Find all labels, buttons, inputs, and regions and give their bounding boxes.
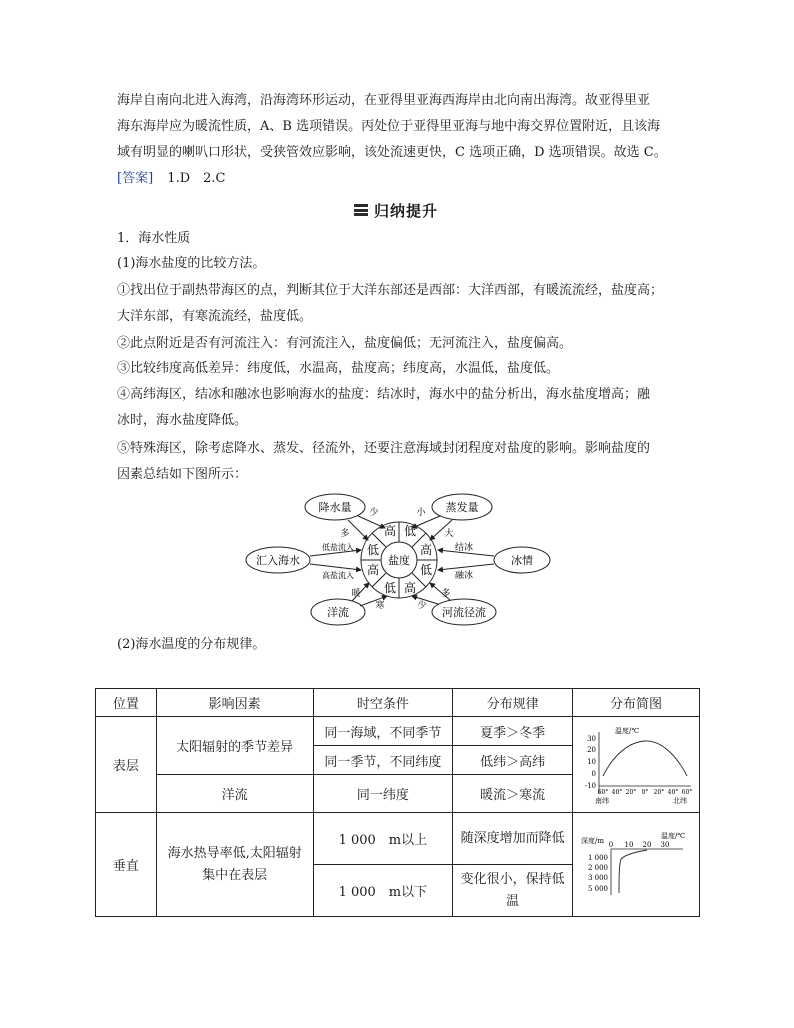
chart1-xtick: 20° bbox=[654, 788, 665, 796]
chart1-ylabel: 温度/℃ bbox=[615, 726, 640, 735]
arrow-label: 低盐流入 bbox=[322, 543, 354, 552]
ring-label: 高 bbox=[383, 524, 397, 538]
header-rule: 分布规律 bbox=[453, 689, 573, 717]
chart2-depth-tick: 5 000 bbox=[588, 884, 609, 893]
ring-label: 低 bbox=[403, 524, 417, 538]
chart2-depth-tick: 2 000 bbox=[588, 863, 609, 872]
cell-vertical: 垂直 bbox=[96, 813, 157, 917]
arrow-label: 大 bbox=[444, 529, 454, 539]
paragraph-line-3: 域有明显的喇叭口形状，受狭管效应影响，该处流速更快，C 选项正确，D 选项错误。故选 C。 bbox=[117, 145, 667, 160]
vertical-temperature-chart bbox=[573, 829, 698, 901]
point-1a: ①找出位于副热带海区的点，判断其位于大洋东部还是西部：大洋西部，有暖流流经，盐度高； bbox=[117, 283, 664, 298]
answer-line bbox=[117, 171, 225, 187]
cell-surface: 表层 bbox=[96, 717, 157, 813]
cell-rule: 暖流＞寒流 bbox=[453, 775, 573, 813]
vertical-rule-text: 变化很小，保持低温 bbox=[460, 871, 565, 909]
point-title-1: 1．海水性质 bbox=[117, 231, 191, 246]
chart1-xtick: 40° bbox=[612, 788, 623, 796]
answer-text: 1.D 2.C bbox=[167, 171, 226, 186]
cell-condition: 1 000 m以下 bbox=[313, 865, 453, 917]
point-4b: 冰时，海水盐度降低。 bbox=[117, 413, 248, 428]
header-factor: 影响因素 bbox=[156, 689, 313, 717]
cell-rule: 低纬＞高纬 bbox=[453, 746, 573, 775]
point-1b: 大洋东部，有寒流流经，盐度低。 bbox=[117, 309, 313, 324]
vertical-factor-text: 海水热导率低,太阳辐射集中在表层 bbox=[167, 845, 302, 883]
chart2-temp-tick: 20 bbox=[643, 840, 652, 849]
ring-label: 高 bbox=[403, 581, 417, 595]
arrow-label: 寒 bbox=[375, 601, 385, 611]
chart2-temp-tick: 0 bbox=[609, 840, 614, 849]
chart2-temp-label: 温度/℃ bbox=[661, 831, 686, 840]
salinity-factor-diagram bbox=[240, 488, 570, 630]
cell-surface-chart bbox=[572, 717, 699, 813]
temperature-table bbox=[95, 688, 700, 917]
chart1-ytick: 0 bbox=[592, 769, 597, 778]
list-icon bbox=[354, 204, 368, 216]
arrow-label: 少 bbox=[369, 508, 379, 518]
cell-rule bbox=[453, 813, 573, 865]
chart1-ytick: -10 bbox=[585, 781, 597, 790]
cell-vertical-chart bbox=[572, 813, 699, 917]
point-5b: 因素总结如下图所示： bbox=[117, 467, 248, 482]
chart2-temp-tick: 10 bbox=[625, 840, 634, 849]
chart1-curve bbox=[603, 740, 687, 775]
arrow-label: 融冰 bbox=[454, 571, 474, 581]
chart1-xticks bbox=[598, 789, 693, 796]
center-label: 盐度 bbox=[388, 554, 410, 567]
surface-temperature-chart bbox=[573, 724, 698, 806]
node-ice-label: 冰情 bbox=[511, 554, 533, 567]
point-4a: ④高纬海区，结冰和融冰也影响海水的盐度：结冰时，海水中的盐分析出，海水盐度增高；融 bbox=[117, 387, 651, 402]
table-row bbox=[96, 813, 700, 865]
node-current-label: 洋流 bbox=[327, 606, 349, 619]
chart1-left-label: 南纬 bbox=[595, 796, 610, 805]
ring-label: 高 bbox=[419, 543, 433, 557]
cell-factor-vertical bbox=[156, 813, 313, 917]
section-heading-text: 归纳提升 bbox=[374, 201, 439, 220]
chart2-depth-tick: 1 000 bbox=[588, 853, 609, 862]
cell-rule bbox=[453, 865, 573, 917]
cell-factor-solar: 太阳辐射的季节差异 bbox=[156, 717, 313, 775]
point-3: ③比较纬度高低差异：纬度低，水温高，盐度高；纬度高，水温低，盐度低。 bbox=[117, 361, 560, 376]
header-position: 位置 bbox=[96, 689, 157, 717]
chart1-xtick: 40° bbox=[668, 788, 679, 796]
cell-factor-current: 洋流 bbox=[156, 775, 313, 813]
cell-rule: 夏季＞冬季 bbox=[453, 717, 573, 746]
chart2-depth-label: 深度/m bbox=[581, 836, 605, 845]
chart2-temp-tick: 30 bbox=[661, 840, 670, 849]
ring-label: 低 bbox=[383, 581, 397, 595]
chart1-ytick: 20 bbox=[587, 745, 597, 754]
chart1-xtick: 60° bbox=[682, 788, 693, 796]
chart2-curve bbox=[619, 850, 647, 893]
paragraph-line-1: 海岸自南向北进入海湾，沿海湾环形运动，在亚得里亚海西海岸由北向南出海湾。故亚得里亚 bbox=[117, 93, 651, 108]
chart1-xtick: 20° bbox=[626, 788, 637, 796]
arrow-label: 暖 bbox=[351, 589, 361, 599]
table-row bbox=[96, 717, 700, 746]
point-5a: ⑤特殊海区，除考虑降水、蒸发、径流外，还要注意海域封闭程度对盐度的影响。影响盐度的 bbox=[117, 441, 651, 456]
arrow-label: 结冰 bbox=[454, 543, 474, 553]
arrow-label: 多 bbox=[441, 589, 451, 599]
ring-label: 低 bbox=[366, 543, 380, 557]
subheading-temperature: (2)海水温度的分布规律。 bbox=[117, 637, 266, 652]
arrow-label: 小 bbox=[416, 508, 426, 518]
subheading-salinity: (1)海水盐度的比较方法。 bbox=[117, 256, 266, 271]
chart1-right-label: 北纬 bbox=[673, 796, 688, 805]
arrow-label: 少 bbox=[417, 601, 427, 611]
chart1-xtick: 60° bbox=[598, 788, 609, 796]
chart1-xtick: 0° bbox=[642, 788, 649, 796]
cell-condition: 1 000 m以上 bbox=[313, 813, 453, 865]
point-2: ②此点附近是否有河流注入：有河流注入，盐度偏低；无河流注入，盐度偏高。 bbox=[117, 336, 573, 351]
node-inflow-label: 汇入海水 bbox=[256, 554, 300, 567]
arrow-label: 高盐流入 bbox=[322, 571, 354, 580]
answer-tag: [答案] bbox=[117, 171, 154, 186]
arrow-label: 多 bbox=[340, 529, 350, 539]
node-precipitation-label: 降水量 bbox=[318, 501, 352, 514]
ring-label: 低 bbox=[419, 563, 433, 577]
node-runoff-label: 河流径流 bbox=[442, 606, 486, 619]
paragraph-line-2: 海东海岸应为暖流性质，A、B 选项错误。丙处位于亚得里亚海与地中海交界位置附近，且该海 bbox=[117, 119, 661, 134]
header-diagram: 分布简图 bbox=[572, 689, 699, 717]
cell-condition: 同一海域，不同季节 bbox=[313, 717, 453, 746]
header-condition: 时空条件 bbox=[313, 689, 453, 717]
chart2-depth-tick: 3 000 bbox=[588, 873, 609, 882]
ring-label: 高 bbox=[366, 563, 380, 577]
chart1-ytick: 30 bbox=[587, 734, 597, 743]
node-evaporation-label: 蒸发量 bbox=[445, 501, 479, 514]
section-heading bbox=[354, 200, 438, 220]
table-header-row bbox=[96, 689, 700, 717]
cell-condition: 同一季节，不同纬度 bbox=[313, 746, 453, 775]
cell-condition: 同一纬度 bbox=[313, 775, 453, 813]
vertical-rule-text: 随深度增加而降低 bbox=[460, 830, 565, 846]
chart1-ytick: 10 bbox=[587, 757, 597, 766]
